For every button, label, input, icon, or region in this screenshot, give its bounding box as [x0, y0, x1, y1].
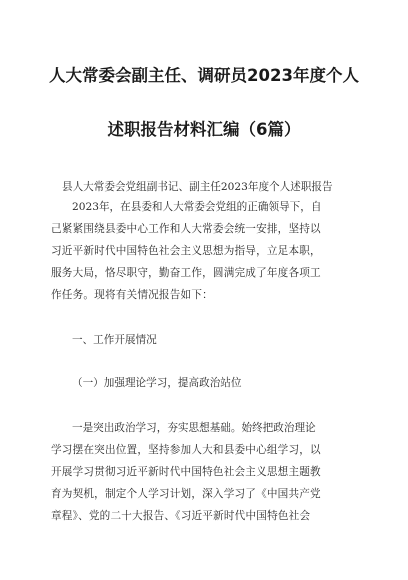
body-line: 学习摆在突出位置，坚持参加人大和县委中心组学习，以 [51, 444, 321, 456]
paragraph-line: 习近平新时代中国特色社会主义思想为指导，立足本职， [51, 245, 321, 257]
paragraph-line: 服务大局，恪尽职守，勤奋工作，圆满完成了年度各项工 [51, 267, 321, 279]
paragraph-line: 作任务。现将有关情况报告如下： [51, 289, 213, 301]
body-line: 一是突出政治学习，夯实思想基础。始终把政治理论 [72, 422, 316, 434]
paragraph-line: 己紧紧围绕县委中心工作和人大常委会统一安排，坚持以 [51, 223, 321, 235]
sub-heading: （一）加强理论学习，提高政治站位 [72, 377, 242, 389]
paragraph-line: 2023年，在县委和人大常委会党组的正确领导下，自 [72, 201, 322, 213]
section-heading: 一、工作开展情况 [72, 334, 157, 346]
body-line: 开展学习贯彻习近平新时代中国特色社会主义思想主题教 [51, 466, 321, 478]
document-title-line-2: 述职报告材料汇编（6篇） [107, 120, 301, 139]
body-line: 章程》、党的二十大报告、《习近平新时代中国特色社会 [51, 510, 311, 522]
report-subtitle: 县人大常委会党组副书记、副主任2023年度个人述职报告 [62, 181, 333, 193]
document-title-line-1: 人大常委会副主任、调研员2023年度个人 [49, 66, 359, 85]
body-line: 育为契机，制定个人学习计划，深入学习了《中国共产党 [51, 488, 321, 500]
